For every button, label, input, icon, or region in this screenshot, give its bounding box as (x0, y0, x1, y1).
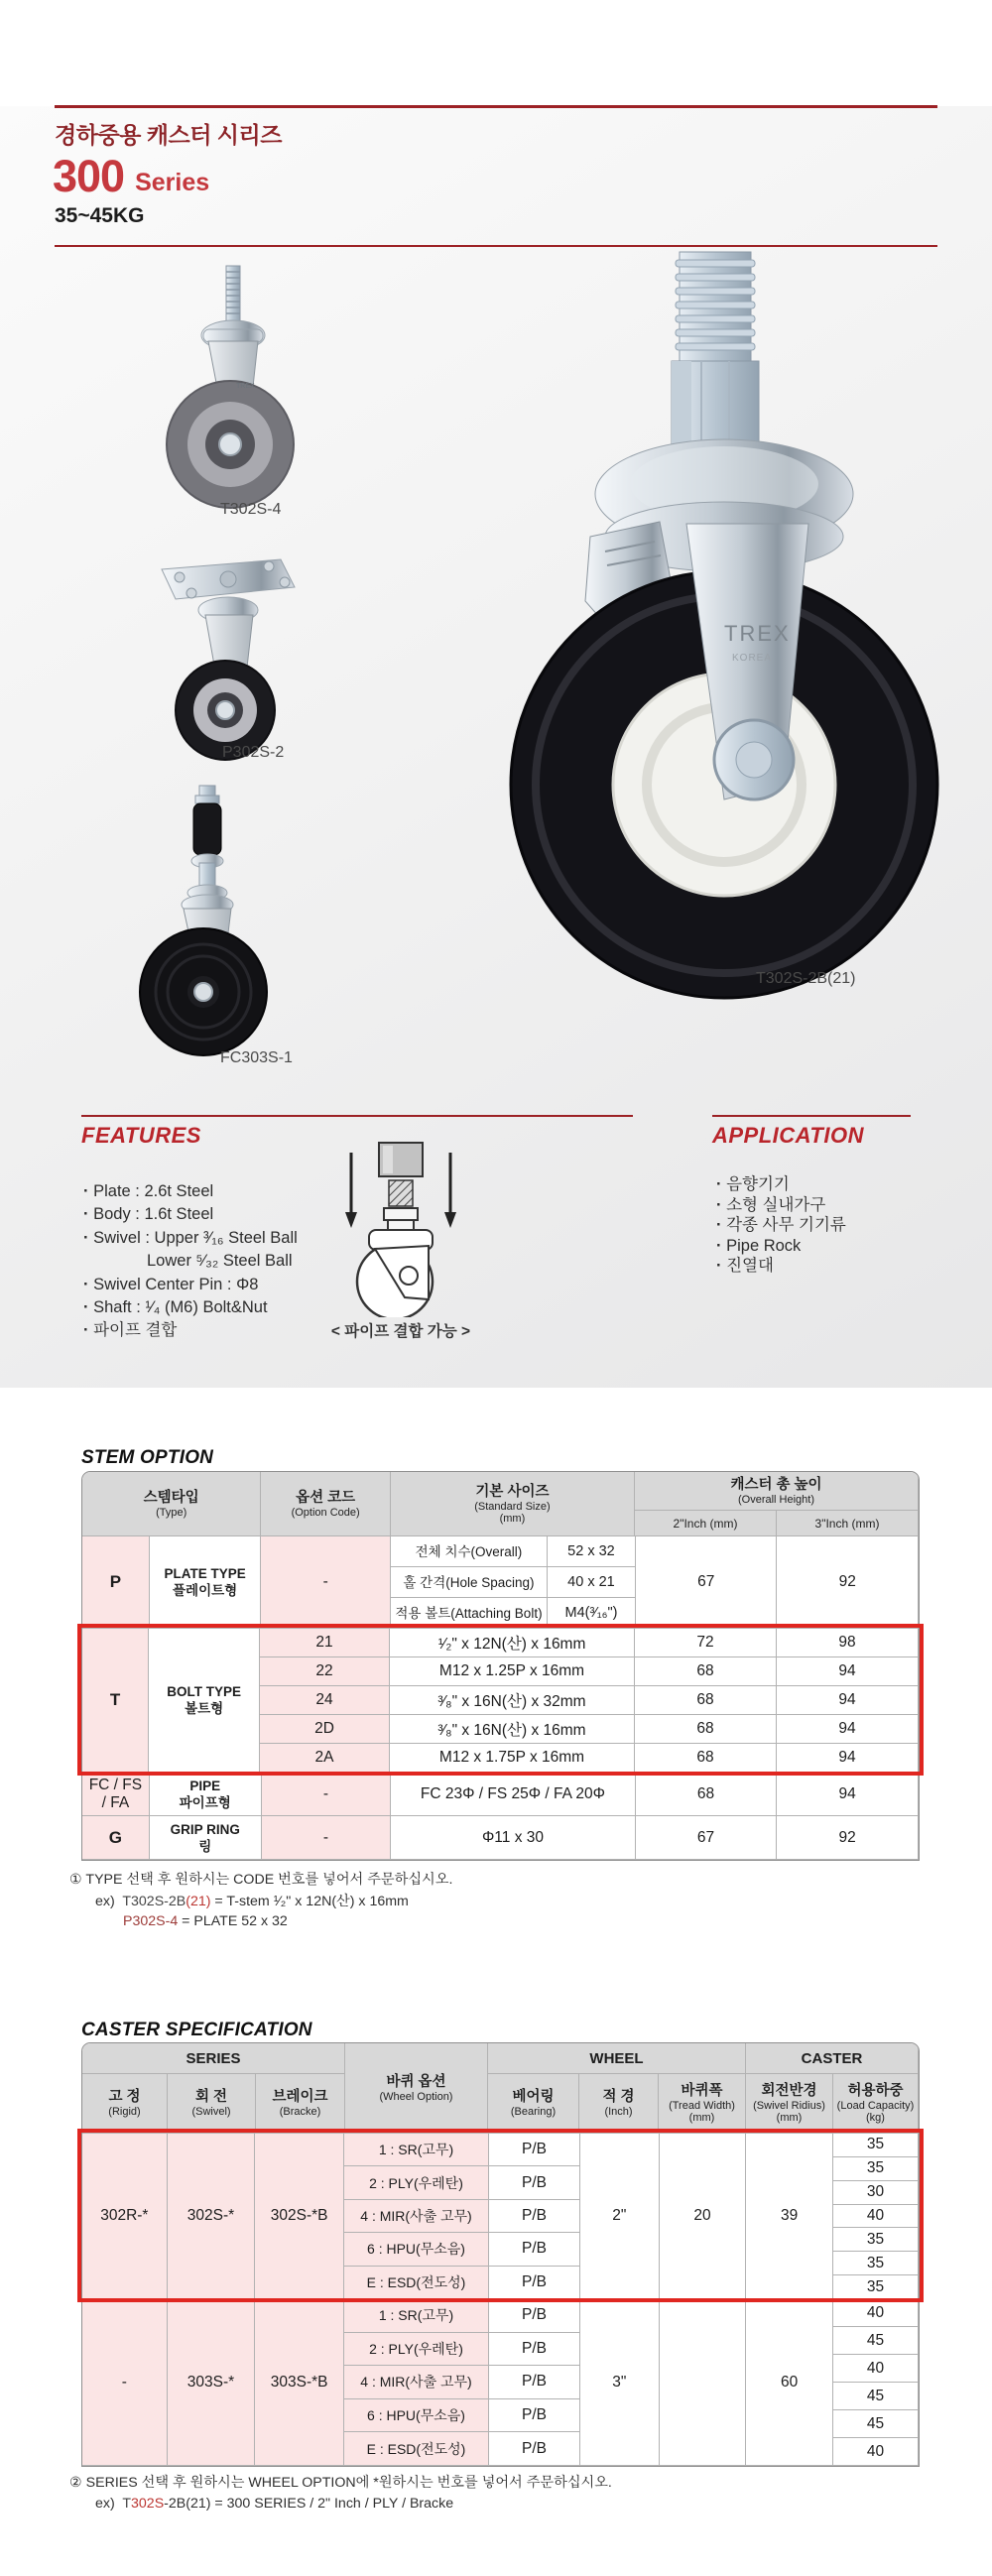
brand-submark: KOREA (732, 653, 773, 664)
stem-bolt-type: T (82, 1629, 149, 1773)
spec-col-diameter: 적 경 (Inch) (579, 2074, 659, 2134)
spec-group-303 (82, 2299, 919, 2466)
stem-plate-h3: 92 (777, 1536, 919, 1629)
spec-col-brake: 브레이크 (Bracke) (256, 2074, 345, 2134)
load-range: 35~45KG (55, 204, 145, 227)
wheel-option: 1 : SR(고무) (378, 2307, 454, 2324)
features-list (83, 1180, 298, 1343)
bearings (489, 2299, 580, 2466)
stem-pipe-type: FC / FS / FA (82, 1773, 150, 1816)
spec-label: 적용 볼트(Attaching Bolt) (391, 1598, 548, 1629)
bearing: P/B (521, 2173, 547, 2191)
spec-example: ex) T302S-2B(21) = 300 SERIES / 2" Inch / PLY / Bracke (95, 2496, 454, 2512)
wheel-option: 6 : HPU(무소음) (367, 2241, 465, 2258)
wheel-option: 1 : SR(고무) (378, 2142, 454, 2158)
diagram-caption: < 파이프 결합 가능 > (330, 1323, 471, 1340)
caster-photo-t302s-2b (427, 244, 992, 1013)
stem-plate-code: - (261, 1536, 391, 1629)
load-value: 40 (866, 2442, 885, 2460)
wheel-option: E : ESD(전도성) (366, 2440, 466, 2457)
option-code: 22 (315, 1662, 333, 1679)
stem-row-bolt (82, 1629, 919, 1773)
top-rule (55, 105, 937, 108)
load-value: 35 (866, 2136, 885, 2153)
feature-item: · 파이프 결합 (83, 1319, 298, 1342)
stem-header-row (82, 1472, 919, 1536)
bearing: P/B (521, 2306, 547, 2324)
option-h3: 94 (838, 1749, 856, 1766)
option-size: ³⁄₈" x 16N(산) x 32mm (437, 1693, 586, 1710)
spec-label: 전체 치수(Overall) (391, 1536, 548, 1567)
caster-photo-p302s-2 (134, 553, 308, 764)
stem-row-grip (82, 1816, 919, 1860)
application-list (716, 1174, 846, 1277)
application-item: · 각종 사무 기기류 (716, 1215, 846, 1236)
wheel-option: 6 : HPU(무소음) (367, 2407, 465, 2424)
spec-col-series: SERIES (82, 2043, 345, 2074)
stem-row-pipe (82, 1773, 919, 1816)
stem-col-height-label: 캐스터 총 높이 (Overall Height) (635, 1472, 919, 1511)
swivel-radius: 60 (746, 2299, 833, 2466)
stem-grip-size: Φ11 x 30 (391, 1816, 635, 1860)
option-size: M12 x 1.75P x 16mm (438, 1749, 585, 1766)
wheel-options (344, 2299, 489, 2466)
stem-example-1: ex) T302S-2B(21) = T-stem ¹⁄₂" x 12N(산) x 16mm (95, 1894, 409, 1909)
bearing: P/B (521, 2373, 547, 2391)
option-h2: 68 (696, 1691, 714, 1708)
product-label-4: T302S-2B(21) (756, 970, 856, 987)
series-rigid: 302R-* (82, 2134, 168, 2299)
option-size: ³⁄₈" x 16N(산) x 16mm (437, 1722, 586, 1739)
bearing: P/B (521, 2141, 547, 2158)
load-value: 35 (866, 2230, 885, 2248)
bearing: P/B (521, 2439, 547, 2457)
spec-footnote: ② SERIES 선택 후 원하시는 WHEEL OPTION에 *원하시는 번호를 넣어서 주문하십시오. (69, 2475, 612, 2491)
feature-item: · Shaft : ¹⁄₄ (M6) Bolt&Nut (83, 1296, 298, 1319)
page-subtitle: 경하중용 캐스터 시리즈 (55, 122, 282, 148)
stem-footnote: ① TYPE 선택 후 원하시는 CODE 번호를 넣어서 주문하십시오. (69, 1872, 453, 1888)
tread-width: 20 (660, 2134, 747, 2299)
series-number: 300 (53, 151, 125, 201)
feature-item: · Swivel : Upper ³⁄₁₆ Steel Ball (83, 1227, 298, 1250)
stem-bolt-rows (260, 1629, 919, 1773)
stem-plate-name: PLATE TYPE 플레이트형 (150, 1536, 262, 1629)
spec-label: 홀 간격(Hole Spacing) (391, 1567, 548, 1598)
features-heading: FEATURES (81, 1123, 201, 1148)
caster-spec-table (81, 2042, 920, 2467)
option-h2: 68 (696, 1662, 714, 1679)
spec-col-radius: 회전반경 (Swivel Ridius) (mm) (746, 2074, 833, 2134)
series-rigid: - (82, 2299, 168, 2466)
series-brake: 303S-*B (255, 2299, 344, 2466)
stem-pipe-name: PIPE 파이프형 (150, 1773, 262, 1816)
caster-photo-t302s-4 (147, 264, 320, 522)
option-size: ¹⁄₂" x 12N(산) x 16mm (437, 1636, 586, 1653)
spec-group-302 (82, 2134, 919, 2299)
load-value: 35 (866, 2159, 885, 2177)
option-h3: 94 (838, 1720, 856, 1737)
load-value: 45 (866, 2331, 885, 2349)
option-h2: 68 (696, 1749, 714, 1766)
stem-pipe-h2: 68 (636, 1773, 778, 1816)
spec-col-rigid: 고 정 (Rigid) (82, 2074, 168, 2134)
swivel-radius: 39 (746, 2134, 833, 2299)
wheel-option: 2 : PLY(우레탄) (369, 2340, 463, 2357)
spec-col-swivel: 회 전 (Swivel) (168, 2074, 256, 2134)
load-value: 35 (866, 2277, 885, 2295)
feature-item: Lower ⁵⁄₃₂ Steel Ball (147, 1252, 293, 1271)
brand-mark-large: TREX (724, 621, 791, 646)
stem-col-size: 기본 사이즈 (Standard Size) (mm) (391, 1472, 635, 1536)
stem-pipe-size: FC 23Φ / FS 25Φ / FA 20Φ (391, 1773, 635, 1816)
stem-col-height (635, 1472, 919, 1536)
load-capacities (833, 2134, 919, 2299)
wheel-options (344, 2134, 489, 2299)
application-rule (712, 1115, 911, 1117)
application-heading: APPLICATION (712, 1123, 864, 1148)
application-item: · Pipe Rock (716, 1236, 846, 1257)
option-h3: 98 (838, 1634, 856, 1651)
stem-pipe-h3: 94 (777, 1773, 919, 1816)
load-value: 30 (866, 2183, 885, 2201)
stem-grip-name: GRIP RING 링 (150, 1816, 262, 1860)
stem-grip-code: - (262, 1816, 392, 1860)
series-swivel: 302S-* (168, 2134, 256, 2299)
series-brake: 302S-*B (255, 2134, 344, 2299)
bearing: P/B (521, 2339, 547, 2357)
diameter: 3" (580, 2299, 660, 2466)
load-value: 40 (866, 2303, 885, 2321)
stem-col-3inch: 3"Inch (mm) (777, 1511, 919, 1536)
series-swivel: 303S-* (168, 2299, 256, 2466)
down-arrow-icon (345, 1212, 357, 1228)
feature-item: · Body : 1.6t Steel (83, 1203, 298, 1226)
wheel-option: 4 : MIR(사출 고무) (360, 2374, 472, 2391)
series-title (53, 151, 210, 201)
stem-grip-type: G (82, 1816, 150, 1860)
brand-mark: TREX (236, 383, 255, 390)
spec-col-tread: 바퀴폭 (Tread Width) (mm) (659, 2074, 746, 2134)
spec-value: M4(³⁄₁₆") (548, 1598, 636, 1629)
wheel-option: 2 : PLY(우레탄) (369, 2174, 463, 2191)
stem-option-table (81, 1471, 920, 1861)
option-h3: 94 (838, 1662, 856, 1679)
stem-col-code: 옵션 코드 (Option Code) (261, 1472, 391, 1536)
bearing: P/B (521, 2272, 547, 2290)
option-h2: 72 (696, 1634, 714, 1651)
option-code: 2A (314, 1749, 334, 1766)
stem-plate-h2: 67 (636, 1536, 778, 1629)
option-size: M12 x 1.25P x 16mm (438, 1662, 585, 1679)
caster-photo-fc303s-1 (114, 782, 303, 1059)
spec-col-load: 허용하중 (Load Capacity) (kg) (833, 2074, 919, 2134)
spec-header-row (82, 2043, 919, 2134)
load-value: 35 (866, 2254, 885, 2271)
bearing: P/B (521, 2207, 547, 2225)
application-item: · 진열대 (716, 1256, 846, 1277)
stem-plate-specs (391, 1536, 636, 1629)
bearing: P/B (521, 2240, 547, 2258)
spec-col-bearing: 베어링 (Bearing) (488, 2074, 579, 2134)
spec-value: 40 x 21 (548, 1567, 636, 1598)
option-code: 2D (314, 1720, 334, 1737)
load-value: 40 (866, 2207, 885, 2224)
product-label-1: T302S-4 (220, 501, 282, 518)
feature-item: · Swivel Center Pin : Φ8 (83, 1274, 298, 1296)
bearing: P/B (521, 2406, 547, 2424)
product-label-3: FC303S-1 (220, 1049, 293, 1066)
option-code: 24 (315, 1691, 333, 1708)
stem-option-title: STEM OPTION (81, 1447, 214, 1468)
stem-row-plate (82, 1536, 919, 1629)
stem-bolt-name: BOLT TYPE 볼트형 (149, 1629, 260, 1773)
application-item: · 소형 실내가구 (716, 1195, 846, 1216)
stem-plate-type: P (82, 1536, 150, 1629)
option-h3: 94 (838, 1691, 856, 1708)
caster-spec-title: CASTER SPECIFICATION (81, 2020, 312, 2040)
option-code: 21 (315, 1634, 333, 1651)
tread-width (660, 2299, 747, 2466)
bearings (489, 2134, 580, 2299)
stem-grip-h2: 67 (636, 1816, 778, 1860)
load-capacities (833, 2299, 919, 2466)
feature-item: · Plate : 2.6t Steel (83, 1180, 298, 1203)
stem-grip-h3: 92 (777, 1816, 919, 1860)
load-value: 40 (866, 2359, 885, 2377)
load-value: 45 (866, 2414, 885, 2432)
pipe-mount-diagram (321, 1137, 480, 1317)
option-h2: 68 (696, 1720, 714, 1737)
stem-example-2: P302S-4 = PLATE 52 x 32 (123, 1913, 288, 1929)
series-word: Series (135, 169, 210, 196)
wheel-option: E : ESD(전도성) (366, 2273, 466, 2290)
spec-value: 52 x 32 (548, 1536, 636, 1567)
stem-pipe-code: - (262, 1773, 392, 1816)
features-rule (81, 1115, 633, 1117)
diameter: 2" (580, 2134, 660, 2299)
spec-col-caster: CASTER (746, 2043, 919, 2074)
application-item: · 음향기기 (716, 1174, 846, 1195)
spec-col-wheel-option: 바퀴 옵션 (Wheel Option) (345, 2043, 488, 2134)
wheel-option: 4 : MIR(사출 고무) (360, 2208, 472, 2225)
spec-col-wheel: WHEEL (488, 2043, 746, 2074)
stem-col-2inch: 2"Inch (mm) (635, 1511, 777, 1536)
load-value: 45 (866, 2387, 885, 2404)
down-arrow-icon (444, 1212, 456, 1228)
stem-col-type: 스템타입 (Type) (82, 1472, 261, 1536)
product-label-2: P302S-2 (222, 744, 285, 761)
